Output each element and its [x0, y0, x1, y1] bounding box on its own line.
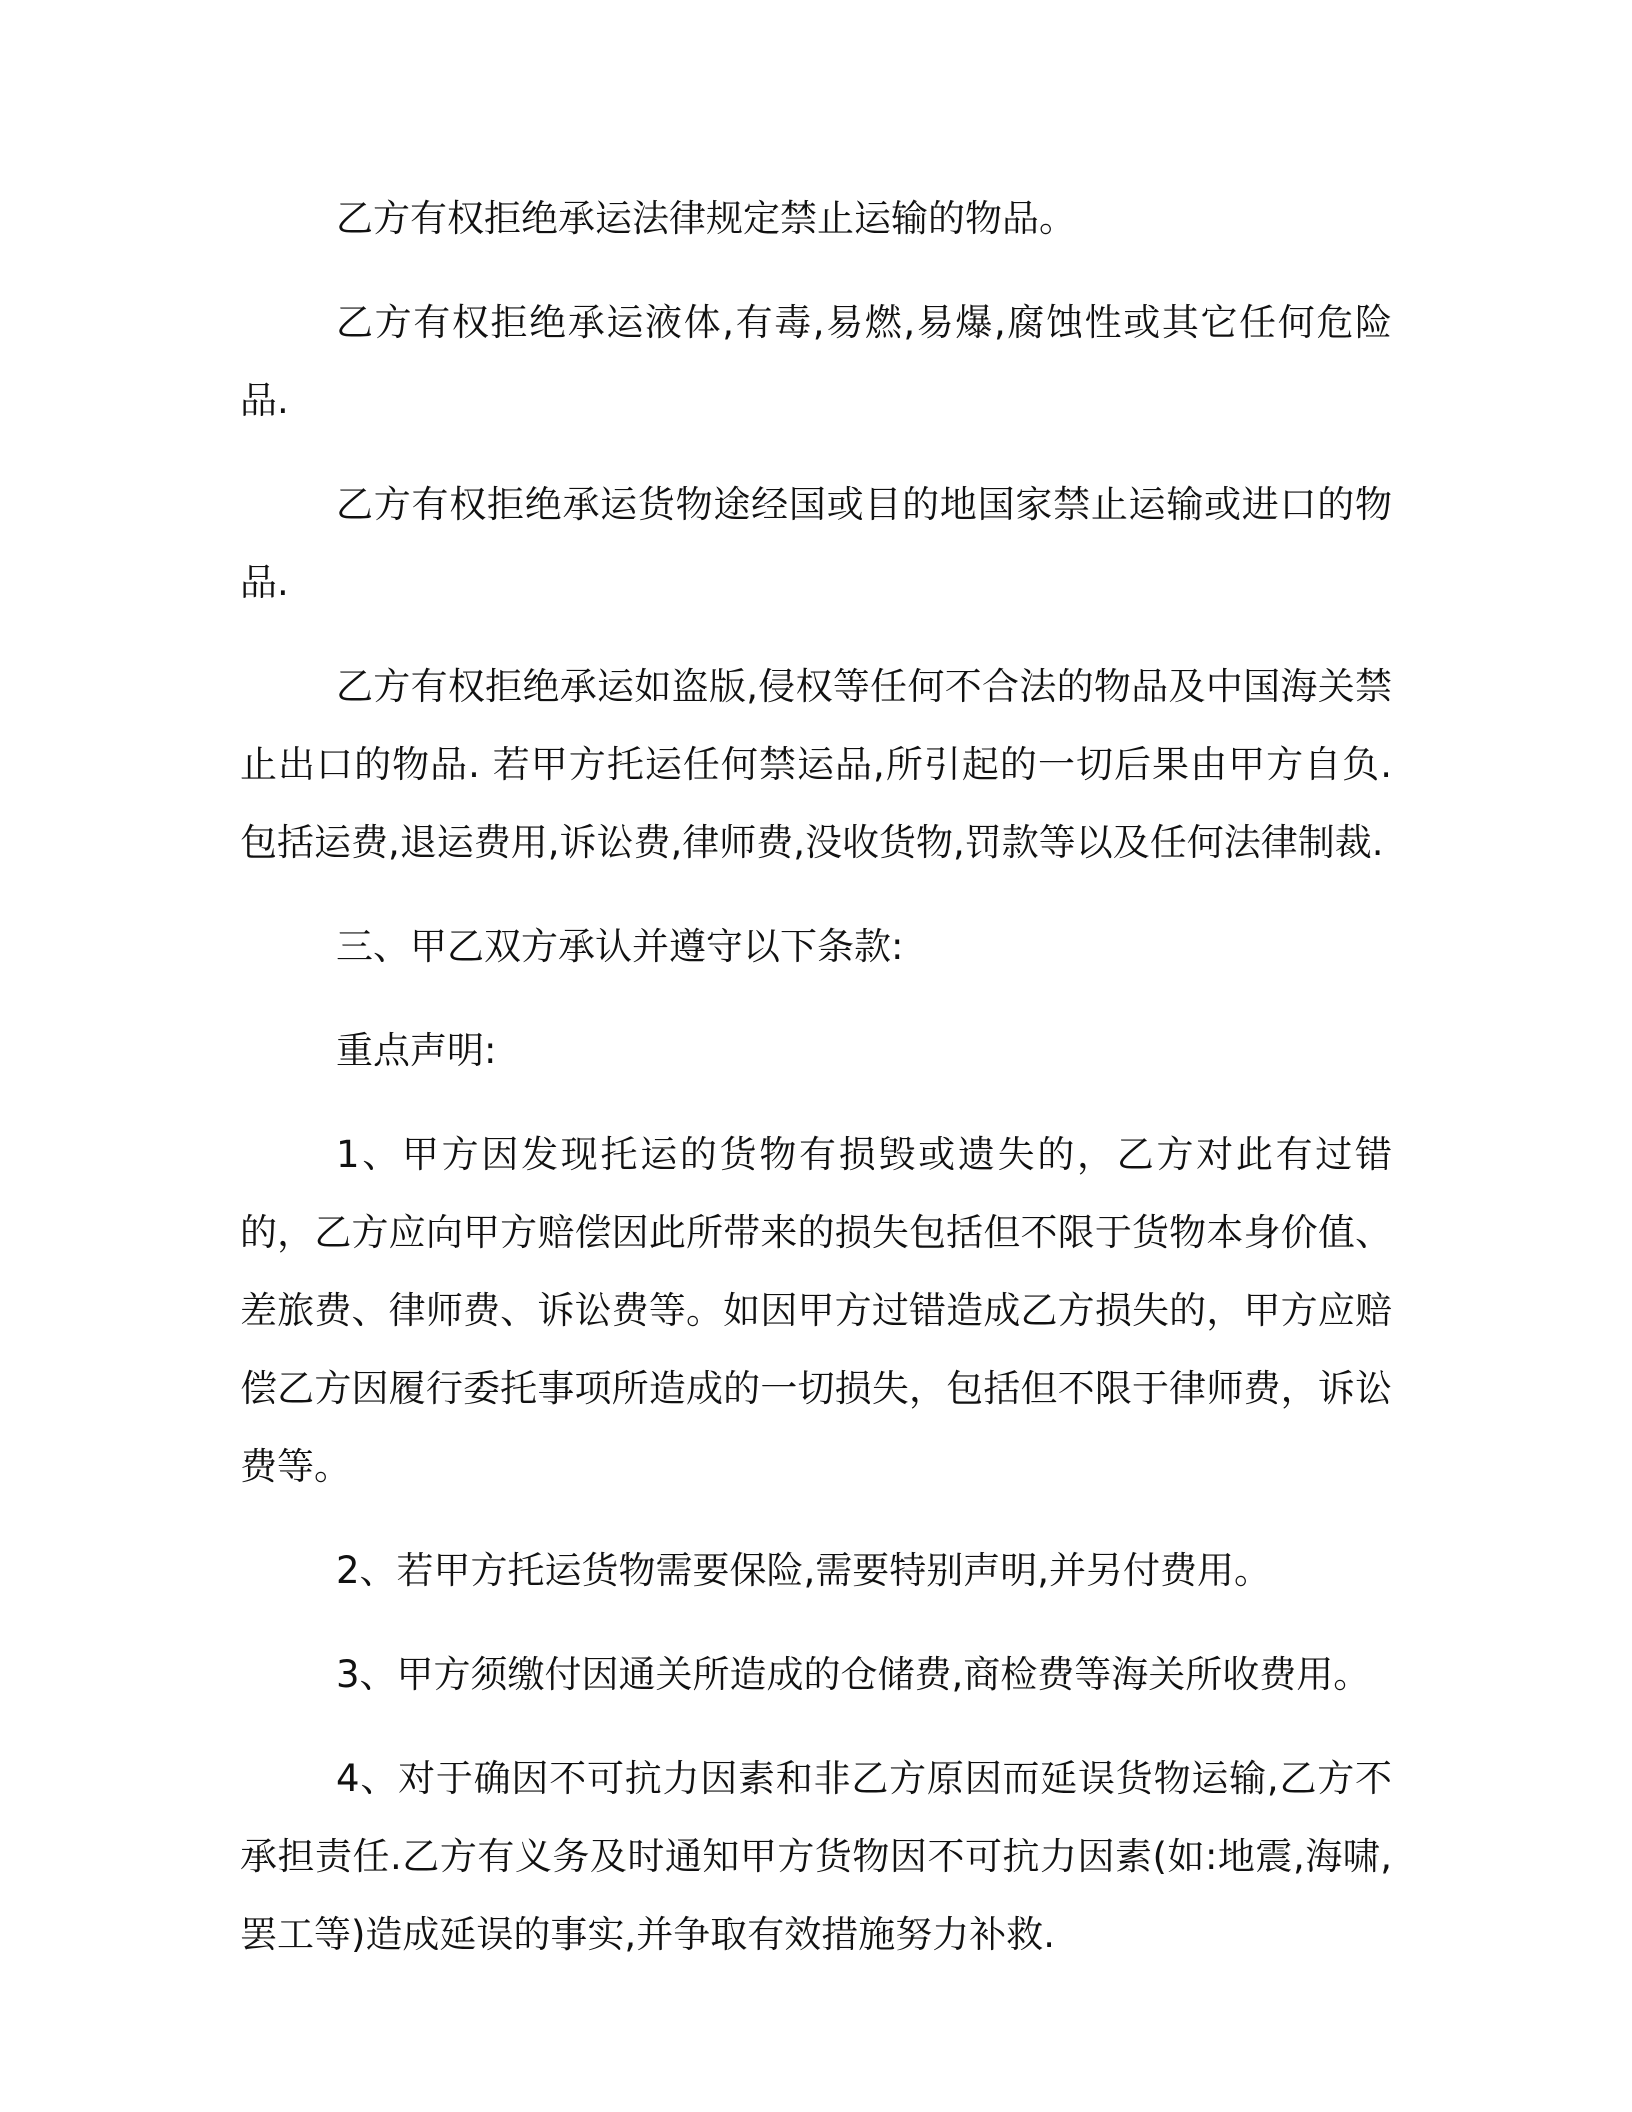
document-body	[240, 180, 1392, 2000]
clause-2: 2、若甲方托运货物需要保险,需要特别声明,并另付费用。	[336, 1549, 1272, 1592]
paragraph-illegal-goods: 乙方有权拒绝承运如盗版,侵权等任何不合法的物品及中国海关禁止出口的物品. 若甲方托运任何禁运品,所引起的一切后果由甲方自负. 包括运费,退运费用,诉讼费,律师费,没收货物,罚款等以及任何法律制裁.	[240, 665, 1392, 864]
paragraph-prohibited-by-law: 乙方有权拒绝承运法律规定禁止运输的物品。	[336, 197, 1076, 240]
important-statement-heading: 重点声明:	[336, 1029, 497, 1072]
paragraph-transit-import-ban: 乙方有权拒绝承运货物途经国或目的地国家禁止运输或进口的物品.	[240, 483, 1392, 604]
clause-1: 1、甲方因发现托运的货物有损毁或遗失的，乙方对此有过错的，乙方应向甲方赔偿因此所带来的损失包括但不限于货物本身价值、差旅费、律师费、诉讼费等。如因甲方过错造成乙方损失的，甲方应赔偿乙方因履行委托事项所造成的一切损失，包括但不限于律师费，诉讼费等。	[240, 1133, 1392, 1488]
section-heading-terms: 三、甲乙双方承认并遵守以下条款:	[336, 925, 904, 968]
paragraph-dangerous-goods: 乙方有权拒绝承运液体,有毒,易燃,易爆,腐蚀性或其它任何危险品.	[240, 301, 1392, 422]
clause-4: 4、对于确因不可抗力因素和非乙方原因而延误货物运输,乙方不承担责任.乙方有义务及时通知甲方货物因不可抗力因素(如:地震,海啸,罢工等)造成延误的事实,并争取有效措施努力补救.	[240, 1757, 1392, 1956]
clause-3: 3、甲方须缴付因通关所造成的仓储费,商检费等海关所收费用。	[336, 1653, 1371, 1696]
